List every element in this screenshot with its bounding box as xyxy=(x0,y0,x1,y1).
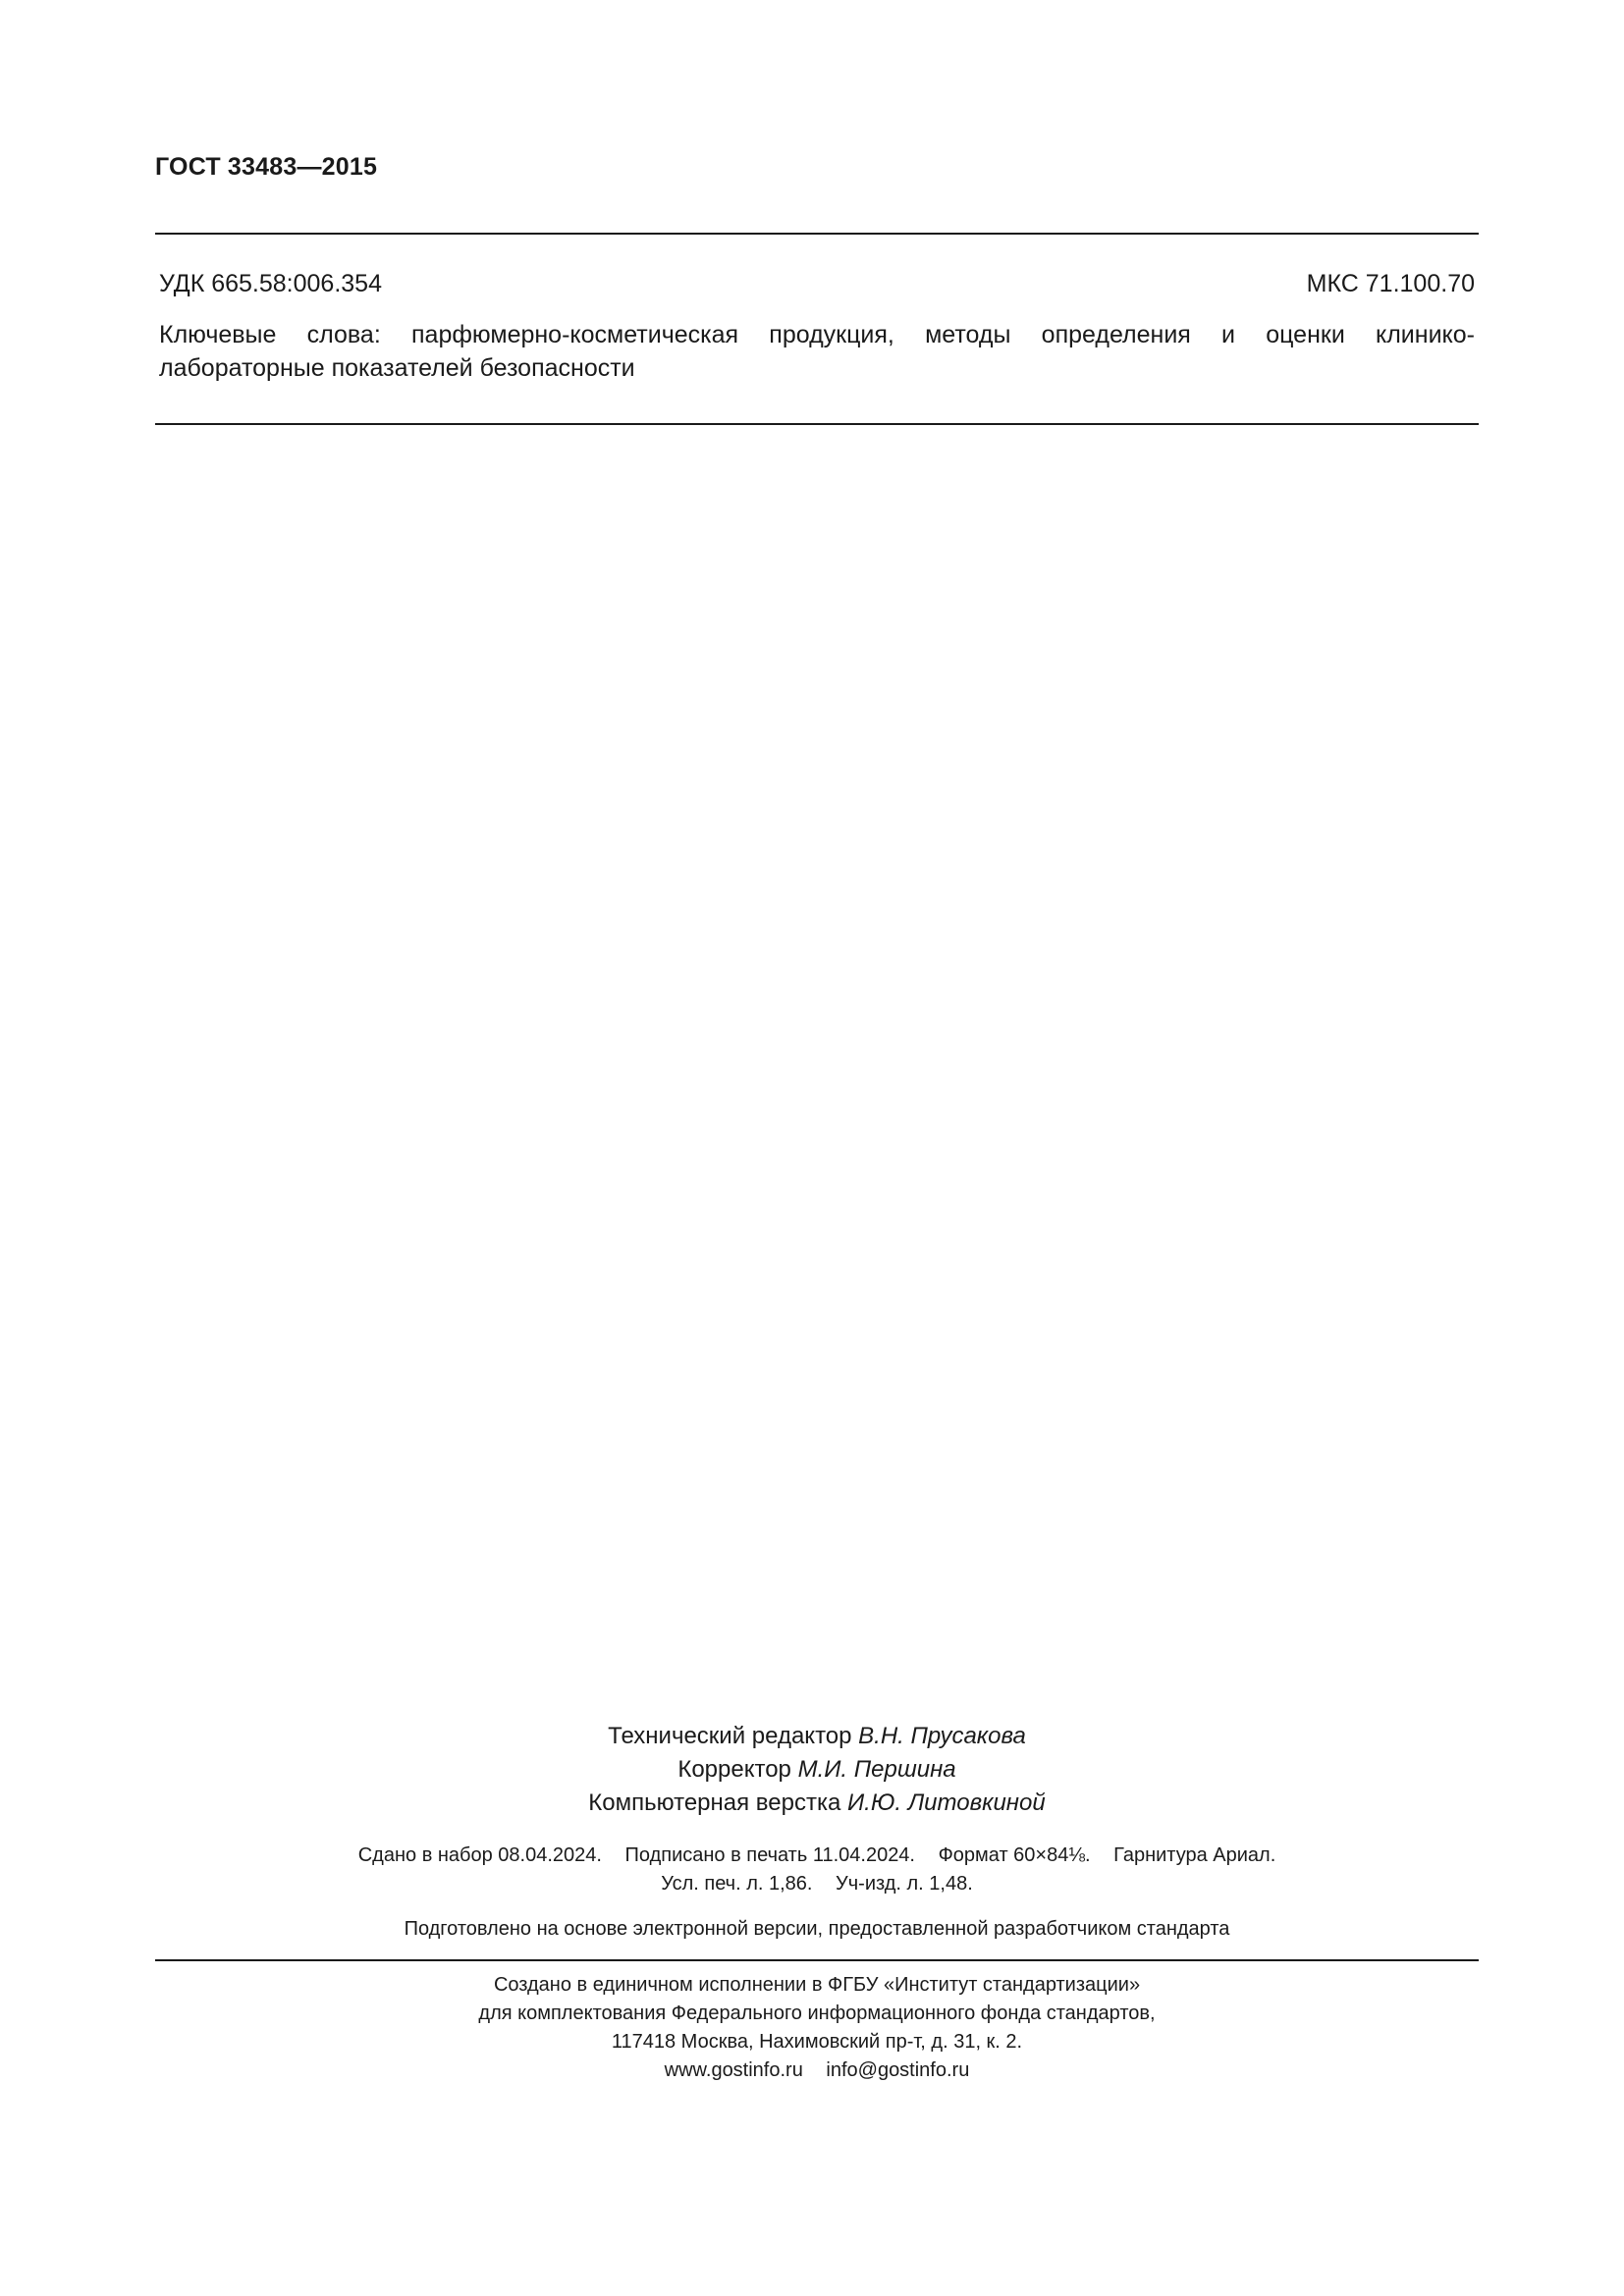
layout-credit xyxy=(155,1787,1479,1820)
keywords-line-2: лабораторные показателей безопасности xyxy=(159,354,635,382)
tech-editor-label: Технический редактор xyxy=(608,1723,852,1749)
submitted-date: Сдано в набор 08.04.2024. xyxy=(357,1844,602,1866)
corrector-credit xyxy=(155,1753,1479,1787)
corrector-name: М.И. Першина xyxy=(797,1756,956,1783)
tech-editor-name: В.Н. Прусакова xyxy=(858,1723,1026,1749)
layout-name: И.Ю. Литовкиной xyxy=(847,1789,1046,1816)
prepared-note: Подготовлено на основе электронной версии, предоставленной разработчиком стандарта xyxy=(404,1918,1230,1940)
publisher-contacts xyxy=(155,2056,1479,2085)
udk-code: УДК 665.58:006.354 xyxy=(159,270,382,297)
print-details xyxy=(155,1842,1479,1898)
paper-format: Формат 60×84⅛. xyxy=(938,1844,1091,1866)
tech-editor-credit xyxy=(155,1720,1479,1753)
editorial-credits xyxy=(155,1720,1479,1820)
typeface: Гарнитура Ариал. xyxy=(1113,1844,1276,1866)
mks-code: МКС 71.100.70 xyxy=(1306,270,1475,297)
top-divider xyxy=(155,233,1479,235)
signed-date: Подписано в печать 11.04.2024. xyxy=(624,1844,915,1866)
publisher-line-2: для комплектования Федерального информационного фонда стандартов, xyxy=(478,2002,1156,2024)
publisher-website: www.gostinfo.ru xyxy=(664,2059,803,2081)
publisher-line-1: Создано в единичном исполнении в ФГБУ «Институт стандартизации» xyxy=(493,1974,1141,1996)
print-sheets: Усл. печ. л. 1,86. xyxy=(661,1873,813,1895)
classification-row xyxy=(159,270,1475,298)
standard-code: ГОСТ 33483—2015 xyxy=(155,153,378,181)
footer-divider xyxy=(155,1959,1479,1961)
publisher-info xyxy=(155,1971,1479,2085)
keywords xyxy=(159,318,1475,385)
layout-label: Компьютерная верстка xyxy=(588,1789,841,1816)
publisher-address: 117418 Москва, Нахимовский пр-т, д. 31, к. 2. xyxy=(611,2031,1023,2053)
keywords-line-1: Ключевые слова: парфюмерно-косметическая продукция, методы определения и оценки клинико- xyxy=(159,321,1475,348)
keywords-divider xyxy=(155,423,1479,425)
publisher-email: info@gostinfo.ru xyxy=(826,2059,970,2081)
publisher-sheets: Уч-изд. л. 1,48. xyxy=(836,1873,973,1895)
corrector-label: Корректор xyxy=(677,1756,791,1783)
print-details-line-2 xyxy=(155,1870,1479,1898)
print-details-line-1 xyxy=(155,1842,1479,1870)
